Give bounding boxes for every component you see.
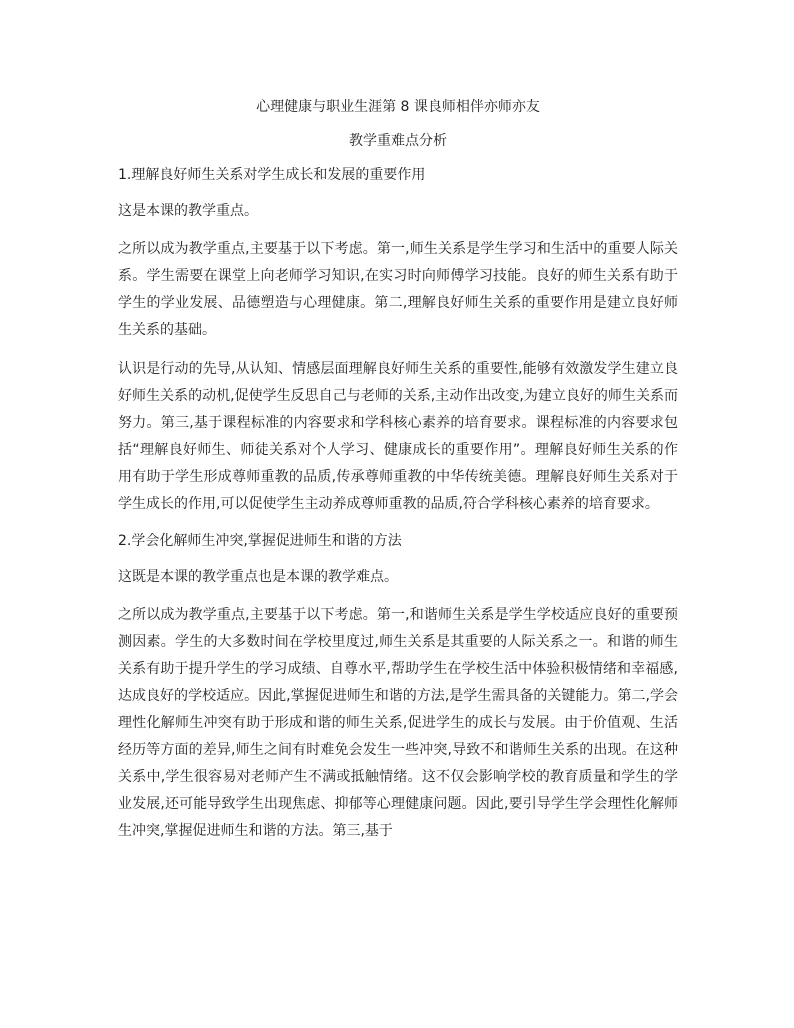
document-title: 心理健康与职业生涯第 8 课良师相伴亦师亦友	[256, 99, 540, 115]
document-page	[118, 96, 678, 857]
document-subtitle: 教学重难点分析	[349, 133, 447, 149]
section1-paragraph1: 之所以成为教学重点,主要基于以下考虑。第一,师生关系是学生学习和生活中的重要人际关系。学生需要在课堂上向老师学习知识,在实习时向师傅学习技能。良好的师生关系有助于学生的学业发展、品德塑造与心理健康。第二,理解良好师生关系的重要作用是建立良好师生关系的基础。	[118, 241, 678, 338]
section2-paragraph1: 之所以成为教学重点,主要基于以下考虑。第一,和谐师生关系是学生学校适应良好的重要预测因素。学生的大多数时间在学校里度过,师生关系是其重要的人际关系之一。和谐的师生关系有助于提升学生的学习成绩、自尊水平,帮助学生在学校生活中体验积极情绪和幸福感,达成良好的学校适应。因此,掌握促进师生和谐的方法,是学生需具备的关键能力。第二,学会理性化解师生冲突有助于形成和谐的师生关系,促进学生的成长与发展。由于价值观、生活经历等方面的差异,师生之间有时难免会发生一些冲突,导致不和谐师生关系的出现。在这种关系中,学生很容易对老师产生不满或抵触情绪。这不仅会影响学校的教育质量和学生的学业发展,还可能导致学生出现焦虑、抑郁等心理健康问题。因此,要引导学生学会理性化解师生冲突,掌握促进师生和谐的方法。第三,基于	[118, 607, 678, 839]
section1-paragraph2: 认识是行动的先导,从认知、情感层面理解良好师生关系的重要性,能够有效激发学生建立良好师生关系的动机,促使学生反思自己与老师的关系,主动作出改变,为建立良好的师生关系而努力。第三,基于课程标准的内容要求和学科核心素养的培育要求。课程标准的内容要求包括“理解良好师生、师徒关系对个人学习、健康成长的重要作用”。理解良好师生关系的作用有助于学生形成尊师重教的品质,传承尊师重教的中华传统美德。理解良好师生关系对于学生成长的作用,可以促使学生主动养成尊师重教的品质,符合学科核心素养的培育要求。	[118, 361, 678, 512]
section1-intro: 这是本课的教学重点。	[118, 203, 258, 219]
section1-heading: 1.理解良好师生关系对学生成长和发展的重要作用	[118, 167, 426, 183]
section2-intro: 这既是本课的教学重点也是本课的教学难点。	[118, 569, 398, 585]
section2-heading: 2.学会化解师生冲突,掌握促进师生和谐的方法	[118, 533, 402, 549]
